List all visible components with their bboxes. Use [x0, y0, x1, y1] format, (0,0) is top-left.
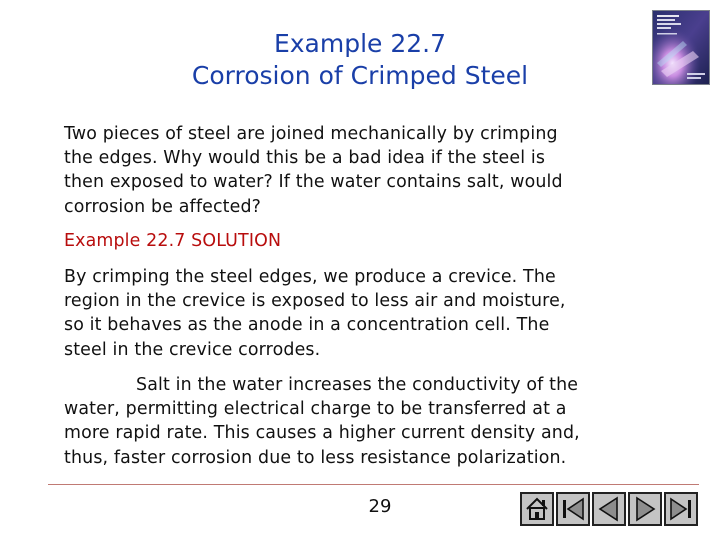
problem-line: Two pieces of steel are joined mechanically by crimping	[64, 124, 558, 144]
solution-line: region in the crevice is exposed to less air and moisture,	[64, 291, 566, 312]
problem-line: the edges. Why would this be a bad idea if the steel is	[64, 148, 546, 169]
page-number: 29	[368, 496, 392, 517]
solution-line: water, permitting electrical charge to be transferred at a	[64, 399, 567, 420]
footer-divider	[48, 484, 699, 485]
solution-line: so it behaves as the anode in a concentration cell. The	[64, 315, 550, 336]
solution-heading: Example 22.7 SOLUTION	[64, 231, 282, 251]
first-slide-icon	[558, 494, 588, 524]
solution-line: steel in the crevice corrodes.	[64, 339, 321, 360]
title-line-2: Corrosion of Crimped Steel	[191, 61, 529, 90]
previous-slide-button[interactable]	[592, 492, 626, 526]
previous-slide-icon	[594, 494, 624, 524]
solution-paragraph-1	[64, 265, 664, 362]
problem-line: corrosion be affected?	[64, 196, 262, 217]
solution-line: thus, faster corrosion due to less resistance polarization.	[64, 447, 567, 468]
solution-paragraph-2	[64, 373, 664, 470]
first-slide-button[interactable]	[556, 492, 590, 526]
book-cover-image	[652, 10, 710, 85]
solution-line: By crimping the steel edges, we produce a crevice. The	[64, 267, 556, 287]
last-slide-button[interactable]	[664, 492, 698, 526]
home-button[interactable]	[520, 492, 554, 526]
home-icon	[522, 494, 552, 524]
next-slide-button[interactable]	[628, 492, 662, 526]
slide-title	[90, 28, 630, 92]
last-slide-icon	[666, 494, 696, 524]
solution-line: more rapid rate. This causes a higher current density and,	[64, 423, 580, 444]
title-line-1: Example 22.7	[273, 29, 447, 58]
problem-statement	[64, 122, 664, 219]
solution-line: Salt in the water increases the conductivity of the	[136, 375, 579, 395]
problem-line: then exposed to water? If the water contains salt, would	[64, 172, 563, 193]
next-slide-icon	[630, 494, 660, 524]
